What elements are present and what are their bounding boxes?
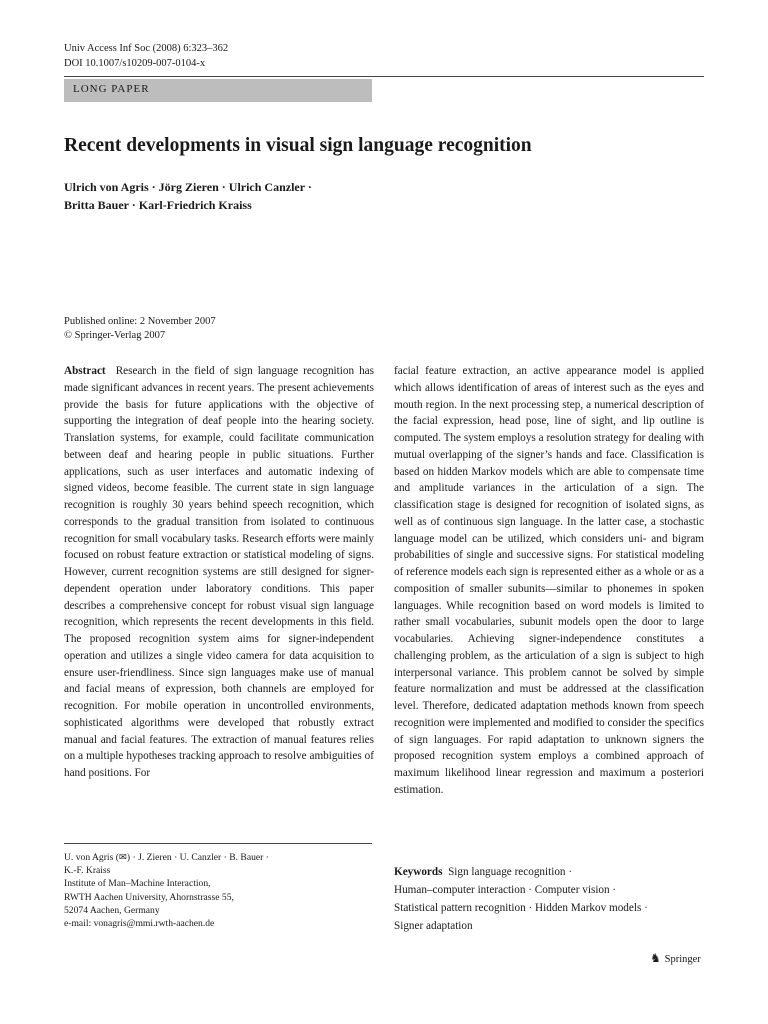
footnote-line-5: 52074 Aachen, Germany	[64, 904, 160, 916]
doi: DOI 10.1007/s10209-007-0104-x	[64, 58, 206, 69]
journal-citation: Univ Access Inf Soc (2008) 6:323–362	[64, 43, 229, 54]
abstract-column-right	[394, 363, 704, 799]
author-list	[64, 178, 312, 214]
published-date: Published online: 2 November 2007	[64, 316, 216, 327]
copyright: © Springer-Verlag 2007	[64, 330, 166, 341]
journal-header	[64, 41, 228, 71]
keywords-section	[394, 863, 704, 935]
paper-title: Recent developments in visual sign language recognition	[64, 135, 532, 156]
paper-type-banner	[64, 79, 372, 102]
keywords-label: Keywords	[394, 866, 443, 878]
publisher-mark	[649, 951, 701, 966]
publication-info	[64, 315, 216, 343]
abstract-text-right: facial feature extraction, an active appearance model is applied which allows identification of areas of interest such as the eyes and mouth region. In the next processing step, a numerical description of the facial expression, head pose, line of sight, and lip outline is computed. The system employs a resolution strategy for dealing with mutual overlapping of the signer’s hands and face. Classification is based on hidden Markov models which are able to compensate time and amplitude variances in the articulation of a sign. The classification stage is designed for recognition of isolated signs, as well as of continuous sign language. In the latter case, a stochastic language model can be utilized, which considers uni- and bigram probabilities of single and successive signs. For statistical modeling of reference models each sign is represented either as a whole or as a composition of smaller subunits—similar to phonemes in spoken languages. While recognition based on word models is limited to rather small vocabularies, subunit models open the door to large vocabularies. Achieving signer-independence constitutes a challenging problem, as the articulation of a sign is subject to high interpersonal variance. This problem cannot be solved by simple feature normalization and must be addressed at the classification level. Therefore, dedicated adaptation methods known from speech recognition were implemented and modified to consider the specifics of sign languages. For rapid adaptation to unknown signers the proposed recognition system employs a combined approach of maximum likelihood linear regression and maximum a posteriori estimation.	[394, 365, 704, 796]
abstract-column-left	[64, 363, 374, 782]
keywords-line-1: Sign language recognition ·	[448, 866, 573, 878]
header-rule	[64, 76, 704, 77]
footnote-line-2: K.-F. Kraiss	[64, 865, 111, 877]
publisher-name: Springer	[664, 954, 701, 965]
abstract-text-left: Research in the field of sign language recognition has made significant advances in recent years. The present achievements provide the basis for future applications with the objective of supporting the integration of deaf people into the hearing society. Translation systems, for example, could facilitate communication between deaf and hearing people in public situations. Further applications, such as user interfaces and automatic indexing of signed videos, become feasible. The current state in sign language recognition is roughly 30 years behind speech recognition, which corresponds to the gradual transition from isolated to continuous recognition for small vocabulary tasks. Research efforts were mainly focused on robust feature extraction or statistical modeling of signs. However, current recognition systems are still designed for signer-dependent operation under laboratory conditions. This paper describes a comprehensive concept for robust visual sign language recognition, which represents the recent developments in this field. The proposed recognition system aims for signer-independent operation and utilizes a single video camera for data acquisition to ensure user-friendliness. Since sign languages make use of manual and facial means of expression, both channels are employed for recognition. For mobile operation in uncontrolled environments, sophisticated algorithms were developed that robustly extract manual and facial features. The extraction of manual features relies on a multiple hypotheses tracking approach to resolve ambiguities of hand positions. For	[64, 365, 374, 779]
footnote-rule	[64, 843, 372, 844]
authors-line-2: Britta Bauer · Karl-Friedrich Kraiss	[64, 198, 252, 212]
author-affiliation-footnote	[64, 851, 269, 930]
footnote-line-1: U. von Agris (✉) · J. Zieren · U. Canzler · B. Bauer ·	[64, 852, 269, 863]
paper-type-label: LONG PAPER	[73, 83, 150, 95]
authors-line-1: Ulrich von Agris · Jörg Zieren · Ulrich Canzler ·	[64, 180, 312, 194]
footnote-line-4: RWTH Aachen University, Ahornstrasse 55,	[64, 891, 234, 903]
keywords-line-3: Statistical pattern recognition · Hidden Markov models ·	[394, 902, 648, 914]
keywords-line-2: Human–computer interaction · Computer vision ·	[394, 884, 617, 896]
author-email: e-mail: vonagris@mmi.rwth-aachen.de	[64, 918, 215, 930]
abstract-label: Abstract	[64, 365, 106, 377]
keywords-line-4: Signer adaptation	[394, 920, 473, 932]
footnote-line-3: Institute of Man–Machine Interaction,	[64, 878, 211, 890]
springer-horse-icon: ♞	[650, 951, 661, 965]
